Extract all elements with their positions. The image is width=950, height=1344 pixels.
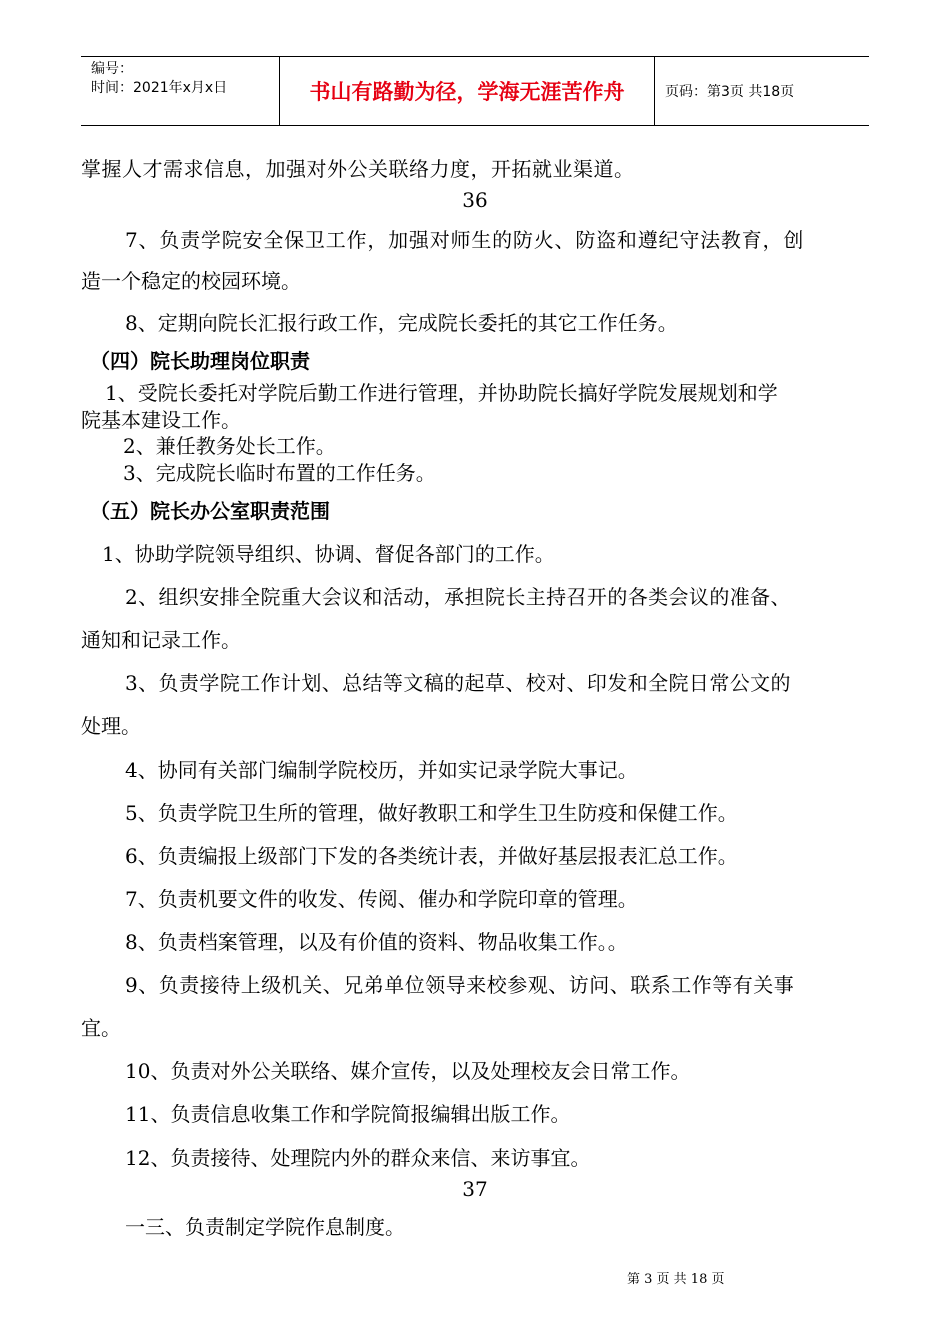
paragraph-line: 2、组织安排全院重大会议和活动，承担院长主持召开的各类会议的准备、 [125,585,791,609]
document-time-label: 时间：2021年x月x日 [91,80,228,96]
paragraph-line: 处理。 [81,714,141,738]
paragraph-line: 6、负责编报上级部门下发的各类统计表，并做好基层报表汇总工作。 [125,844,738,868]
paragraph-line: 宜。 [81,1016,121,1040]
paragraph-line: 一三、负责制定学院作息制度。 [125,1215,405,1239]
paragraph-line: 掌握人才需求信息，加强对外公关联络力度，开拓就业渠道。 [81,157,635,181]
paragraph-line: 12、负责接待、处理院内外的群众来信、来访事宜。 [125,1146,591,1170]
header-page-indicator: 页码：第3页 共18页 [665,84,795,100]
paragraph-line: 通知和记录工作。 [81,628,241,652]
paragraph-line: 1、协助学院领导组织、协调、督促各部门的工作。 [102,542,555,566]
paragraph-line: 1、受院长委托对学院后勤工作进行管理，并协助院长搞好学院发展规划和学 [105,381,778,405]
paragraph-line: 8、负责档案管理，以及有价值的资料、物品收集工作。。 [125,930,628,954]
paragraph-line: 3、完成院长临时布置的工作任务。 [123,461,436,485]
document-number-label: 编号： [91,61,133,77]
section-heading: （四）院长助理岗位职责 [90,349,310,373]
paragraph-line: 4、协同有关部门编制学院校历，并如实记录学院大事记。 [125,758,638,782]
header-meta [81,57,280,125]
paragraph-line: 2、兼任教务处长工作。 [123,434,336,458]
paragraph-line: 5、负责学院卫生所的管理，做好教职工和学生卫生防疫和保健工作。 [125,801,738,825]
paragraph-line: 9、负责接待上级机关、兄弟单位领导来校参观、访问、联系工作等有关事 [125,973,795,997]
paragraph-line: 3、负责学院工作计划、总结等文稿的起草、校对、印发和全院日常公文的 [125,671,791,695]
paragraph-line: 11、负责信息收集工作和学院简报编辑出版工作。 [125,1102,571,1126]
paragraph-line: 7、负责机要文件的收发、传阅、催办和学院印章的管理。 [125,887,638,911]
page-number-marker: 36 [462,188,488,212]
page-number-marker: 37 [462,1177,488,1201]
paragraph-line: 7、负责学院安全保卫工作，加强对师生的防火、防盗和遵纪守法教育，创 [125,228,805,252]
paragraph-line: 院基本建设工作。 [81,408,241,432]
section-heading: （五）院长办公室职责范围 [90,499,330,523]
paragraph-line: 造一个稳定的校园环境。 [81,269,301,293]
paragraph-line: 8、定期向院长汇报行政工作，完成院长委托的其它工作任务。 [125,311,678,335]
header-slogan: 书山有路勤为径，学海无涯苦作舟 [280,57,655,125]
page-footer: 第 3 页 共 18 页 [627,1272,725,1287]
page-header [81,56,869,126]
paragraph-line: 10、负责对外公关联络、媒介宣传，以及处理校友会日常工作。 [125,1059,691,1083]
